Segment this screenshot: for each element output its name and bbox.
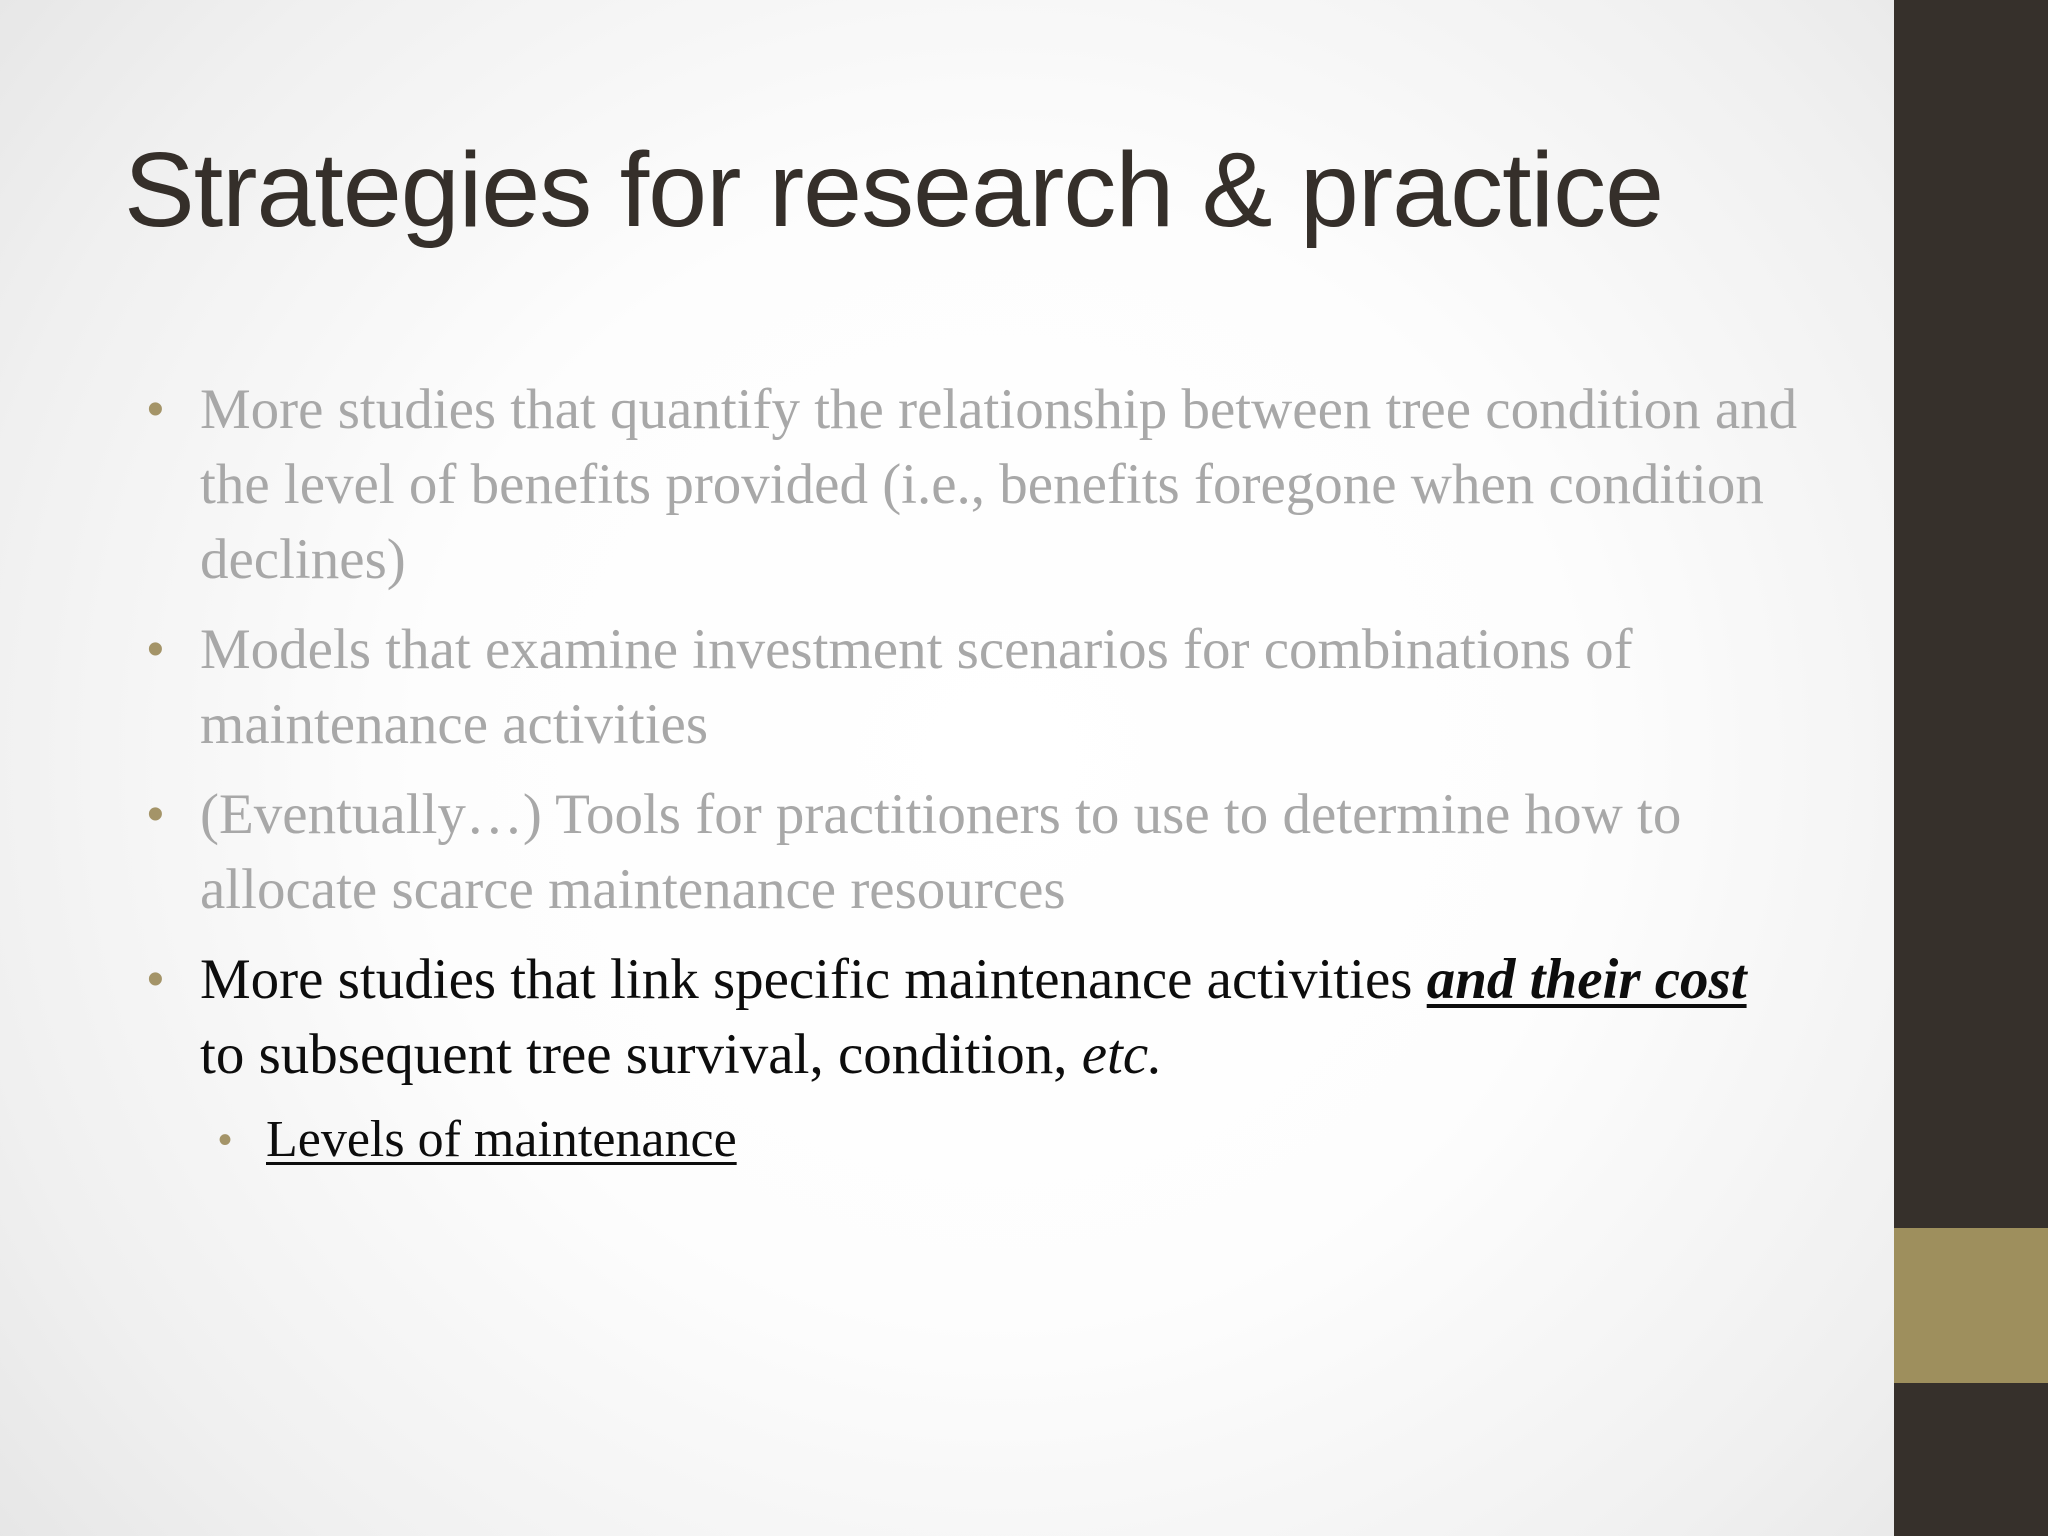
bullet-dot-icon: • bbox=[147, 623, 164, 676]
bullet-italic-tail: etc. bbox=[1081, 1023, 1163, 1086]
bullet-text-lead: More studies that link specific maintenance activities bbox=[200, 948, 1427, 1011]
bullet-item bbox=[147, 612, 1800, 762]
bullet-dot-icon: • bbox=[218, 1118, 233, 1162]
bullet-text: Models that examine investment scenarios for combinations of maintenance activities bbox=[200, 618, 1633, 756]
bullet-dot-icon: • bbox=[147, 788, 164, 841]
bullet-emphasis-text: and their cost bbox=[1426, 948, 1747, 1011]
bullet-text: (Eventually…) Tools for practitioners to use to determine how to allocate scarce maintenance resources bbox=[200, 783, 1682, 921]
bullet-dot-icon: • bbox=[147, 383, 164, 436]
bullet-item-emphasis bbox=[147, 942, 1800, 1092]
bullet-dot-icon: • bbox=[147, 953, 164, 1006]
bullet-text: More studies that quantify the relationship between tree condition and the level of benefits provided (i.e., benefits foregone when condition declines) bbox=[200, 378, 1798, 591]
bullet-text-tail: to subsequent tree survival, condition, bbox=[200, 1023, 1082, 1086]
sidebar-decoration-accent bbox=[1894, 1228, 2048, 1383]
bullet-item bbox=[147, 372, 1800, 597]
sub-bullet-item bbox=[218, 1105, 737, 1175]
bullet-item bbox=[147, 777, 1800, 927]
slide-title: Strategies for research & practice bbox=[124, 131, 1664, 249]
sub-bullet-text: Levels of maintenance bbox=[266, 1111, 737, 1168]
